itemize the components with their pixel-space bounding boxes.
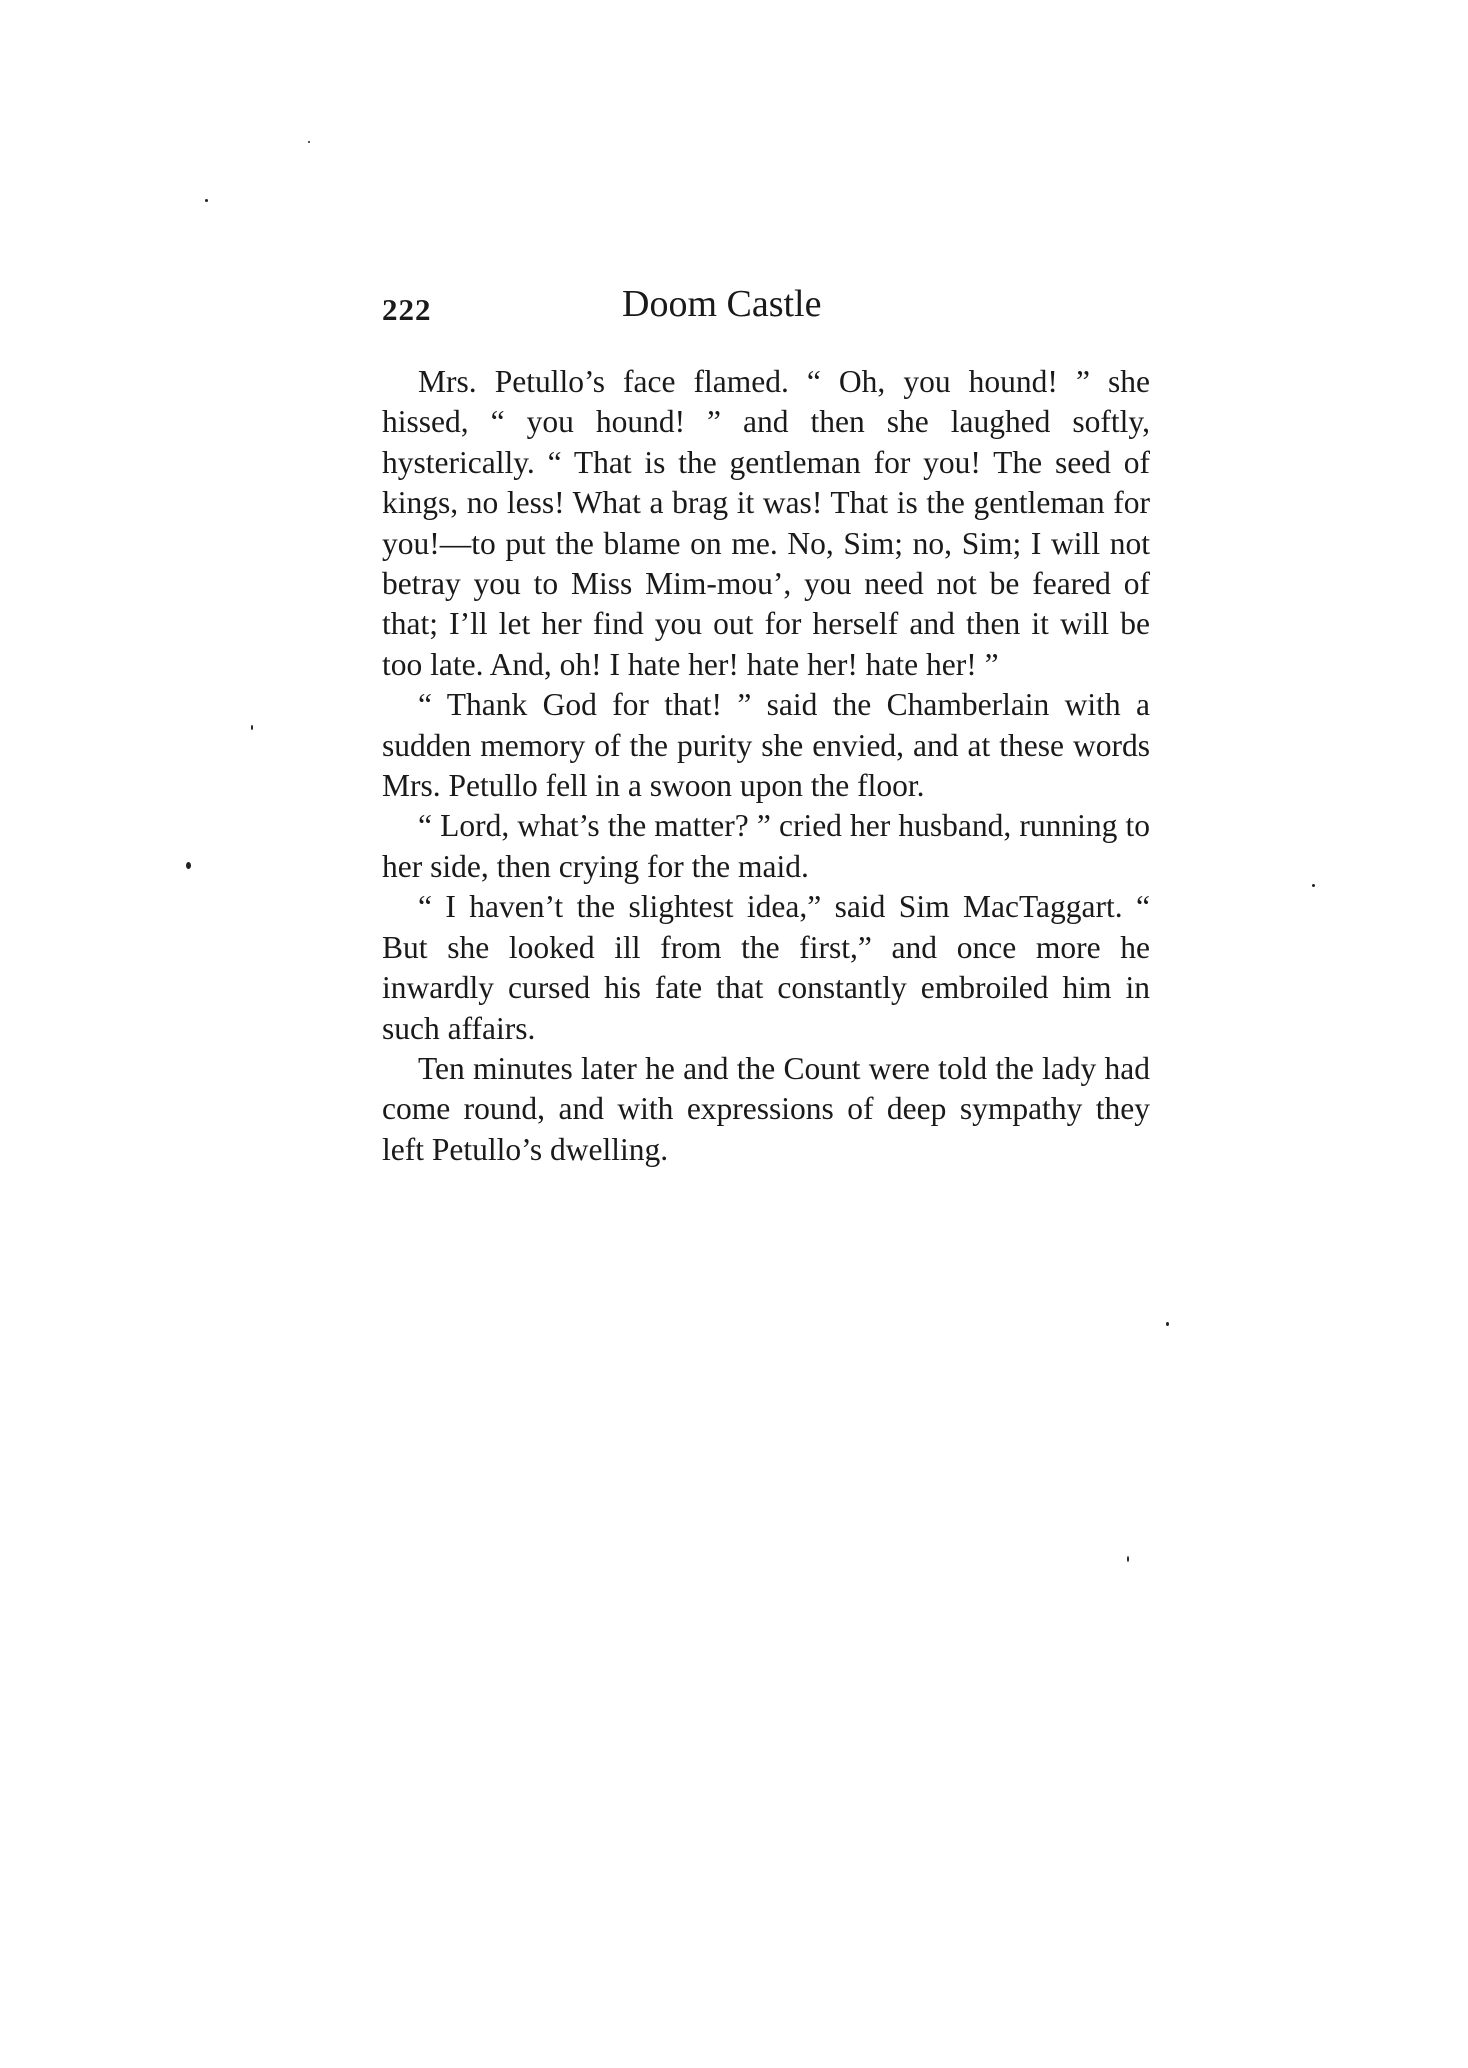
paragraph: Mrs. Petullo’s face flamed. “ Oh, you hound! ” she hissed, “ you hound! ” and then she laughed softly, hysterically. “ That is the gentleman for you! The seed of kings, no less! What a brag it was! That is the gentleman for you!—to put the blame on me. No, Sim; no, Sim; I will not betray you to Miss Mim-mou’, you need not be feared of that; I’ll let her find you out for herself and then it will be too late. And, oh! I hate her! hate her! hate her! ” bbox=[382, 364, 1150, 682]
paragraph: “ I haven’t the slightest idea,” said Sim MacTaggart. “ But she looked ill from the first,” and once more he inwardly cursed his fate that constantly embroiled him in such affairs. bbox=[382, 889, 1150, 1046]
scan-speck bbox=[251, 725, 253, 730]
page-header bbox=[382, 282, 1152, 332]
paragraph: “ Thank God for that! ” said the Chamberlain with a sudden memory of the purity she envied, and at these words Mrs. Petullo fell in a swoon upon the floor. bbox=[382, 687, 1150, 804]
scan-speck bbox=[186, 862, 191, 869]
scan-speck bbox=[205, 199, 208, 202]
paragraph: “ Lord, what’s the matter? ” cried her husband, running to her side, then crying for the maid. bbox=[382, 808, 1150, 884]
body-text bbox=[382, 362, 1150, 1170]
scan-speck bbox=[1127, 1556, 1129, 1562]
scan-speck bbox=[308, 141, 310, 143]
paragraph: Ten minutes later he and the Count were told the lady had come round, and with expressions of deep sympathy they left Petullo’s dwelling. bbox=[382, 1050, 1150, 1167]
running-title: Doom Castle bbox=[622, 283, 822, 325]
page-number: 222 bbox=[382, 292, 432, 327]
scan-speck bbox=[1312, 884, 1315, 887]
scan-speck bbox=[1166, 1322, 1169, 1326]
